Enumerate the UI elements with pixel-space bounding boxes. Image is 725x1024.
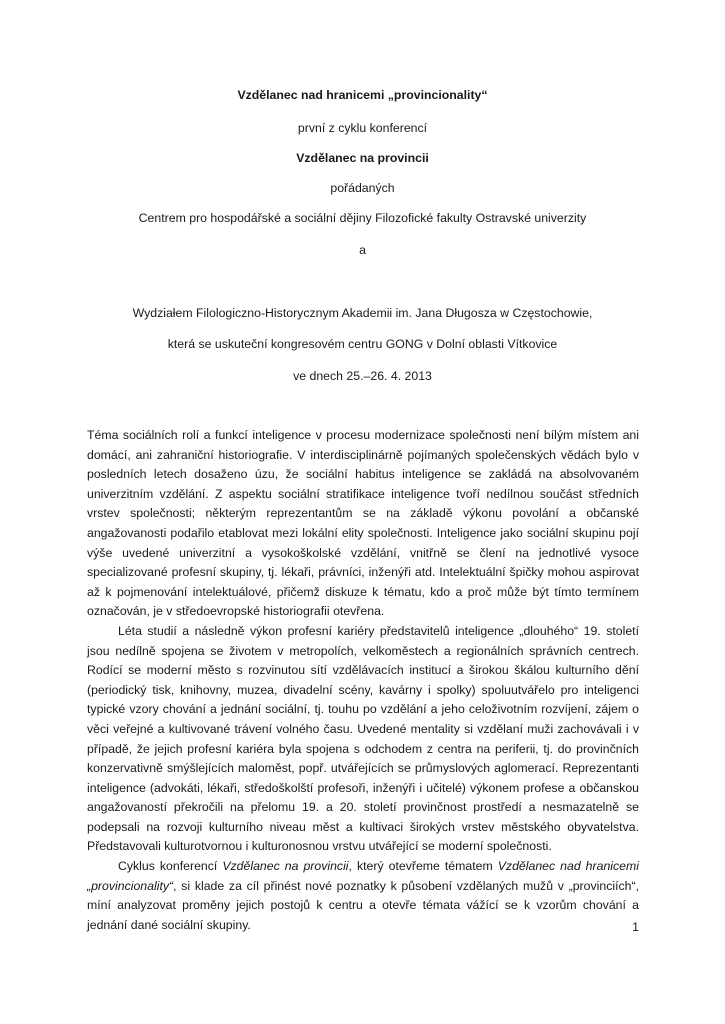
series-title-italic: Vzdělanec na provincii xyxy=(222,859,349,874)
paragraph-2: Léta studií a následně výkon profesní kariéry představitelů inteligence „dlouhého“ 19. století jsou nedílně spojena se životem v metropolích, velkoměstech a regionálních správních centrech. Rodící se moderní město s rozvinutou sítí vzdělávacích institucí a širokou škálou kulturního dění (periodický tisk, knihovny, muzea, divadelní scény, kavárny i spolky) spoluutvářelo pro inteligenci typické vzory chování a jednání sociální, tj. touhu po vzdělání a jeho celoživotním rozvíjení, zájem o věci veřejné a kultivované trávení volného času. Uvedené mentality si vzdělaní muži zachovávali i v případě, že jejich profesní kariéra byla spojena s odchodem z centra na periferii, tj. do provinčních konzervativně smýšlejících maloměst, popř. utvářejících se průmyslových aglomerací. Reprezentanti inteligence (advokáti, lékaři, středoškolští profesoři, inženýři i učitelé) výkonem profese a občanskou angažovaností překročili na přelomu 19. a 20. století provinčnost prostředí a nesmazatelně se podepsali na rozvoji kulturního niveau měst a kultivaci širokých vrstev městského obyvatelstva. Představovali kulturotvornou i kulturonosnou vrstvu utvářející se moderní společnosti. xyxy=(87,623,639,854)
body-text xyxy=(87,426,639,935)
organizer-one: Centrem pro hospodářské a sociální dějiny Filozofické fakulty Ostravské univerzity xyxy=(138,211,587,225)
paragraph-3-end: , si klade za cíl přinést nové poznatky k působení vzdělaných mužů v „provinciích“, míní analyzovat proměny jejich postojů k centru a otevře témata vážící se k vzorům chování a jednání dané sociální skupiny. xyxy=(87,878,639,932)
paragraph-3-start: Cyklus konferencí xyxy=(118,859,223,874)
paragraph-3 xyxy=(87,857,639,935)
theme-title-italic: Vzdělanec nad hranicemi „provincionality“ xyxy=(87,859,639,893)
paragraph-1: Téma sociálních rolí a funkcí inteligence v procesu modernizace společnosti není bílým místem ani domácí, ani zahraniční historiografie. V interdisciplinárně pojímaných společenských vědách bylo v posledních letech dosaženo úzu, že sociální habitus inteligence se zakládá na absolvovaném univerzitním vzdělání. Z aspektu sociální stratifikace inteligence tvoří nedílnou součást středních vrstev společnosti; některým reprezentantům se na základě výkonu povolání a občanské angažovanosti podařilo etablovat mezi lokální elity společnosti. Inteligence jako sociální skupinu pojí výše uvedené univerzitní a vysokoškolské vzdělání, vnitřně se člení na jednotlivé vysoce specializované profesní skupiny, tj. lékaři, právníci, inženýři atd. Intelektuální špičky mohou aspirovat až k pojmenování intelektuálové, přičemž diskuze k tématu, kdo a proč může být tímto termínem označován, je v středoevropské historiografii otevřena. xyxy=(87,428,639,619)
document-subtitle: první z cyklu konferencí xyxy=(297,121,428,135)
page-number: 1 xyxy=(632,920,639,934)
organizer-two: Wydziałem Filologiczno-Historycznym Akademii im. Jana Długosza w Częstochowie, xyxy=(132,306,593,320)
venue-text: která se uskuteční kongresovém centru GONG v Dolní oblasti Vítkovice xyxy=(167,337,558,351)
conjunction-text: a xyxy=(359,243,366,257)
document-title: Vzdělanec nad hranicemi „provincionality“ xyxy=(237,88,488,102)
conference-series-name: Vzdělanec na provincii xyxy=(296,151,429,165)
paragraph-3-middle: , který otevřeme tématem xyxy=(348,859,498,874)
conference-dates: ve dnech 25.–26. 4. 2013 xyxy=(293,369,432,383)
organized-by-text: pořádaných xyxy=(330,181,395,195)
